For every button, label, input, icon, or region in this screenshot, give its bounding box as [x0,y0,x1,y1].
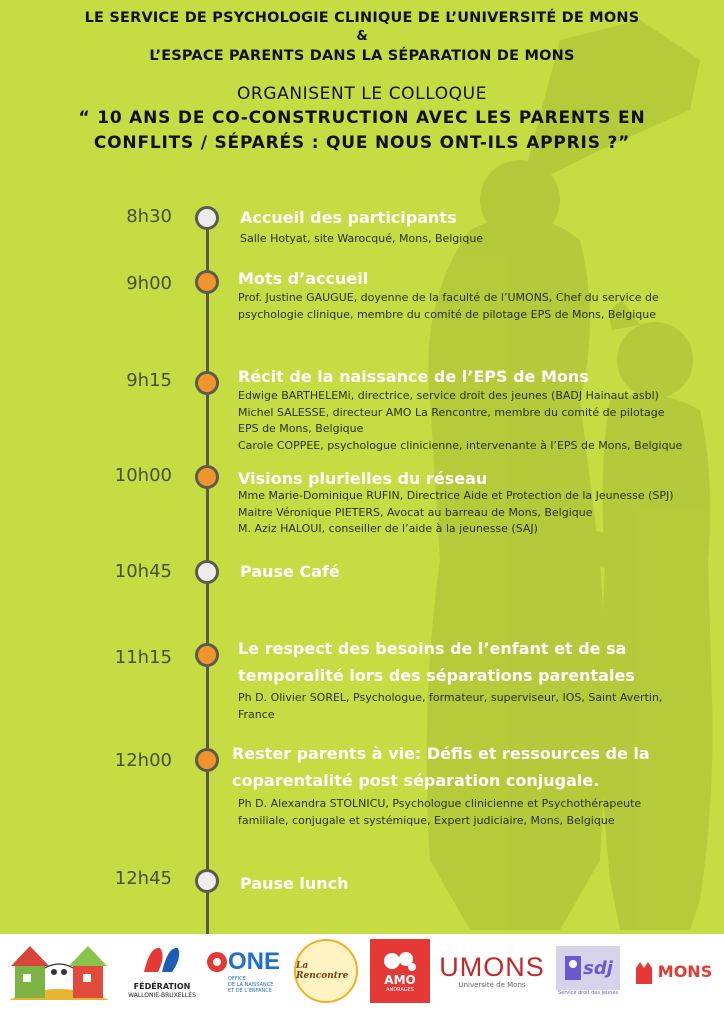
item-title: Le respect des besoins de l’enfant et de sa temporalité lors des séparations parentales [238,639,635,685]
item-title: Récit de la naissance de l’EPS de Mons [238,367,589,386]
item-desc: Edwige BARTHELEMi, directrice, service droit des jeunes (BADJ Hainaut asbl) Michel SALESSE, directeur AMO La Rencontre, membre du comité de pilotage EPS de Mons, Belgique Carole COPPEE, psychologue clinicienne, intervenante à l’EPS de Mons, Belgique [238,389,683,452]
timeline-dot [195,560,219,584]
organizer-2: L’ESPACE PARENTS DANS LA SÉPARATION DE MONS [149,48,575,64]
event-header [0,6,724,156]
fwb-logo: FÉDÉRATION WALLONIE-BRUXELLES [128,934,196,1008]
colloque-title-line-1: “ 10 ANS DE CO-CONSTRUCTION AVEC LES PARENTS EN [78,108,646,128]
item-time: 11h15 [114,647,172,668]
sdj-logo: sdj Service droit des jeunes [552,934,624,1008]
sponsors-footer [0,934,724,1024]
umons-logo: UMONS Université de Mons [439,952,545,989]
item-desc: Mme Marie-Dominique RUFIN, Directrice Aide et Protection de la Jeunesse (SPJ) Maitre Véronique PIETERS, Avocat au barreau de Mons, Belgique M. Aziz HALOUI, conseiller de l’aide à la jeunesse (SAJ) [238,489,674,535]
eps-houses-logo [4,934,114,1008]
organizer-1: LE SERVICE DE PSYCHOLOGIE CLINIQUE DE L’UNIVERSITÉ DE MONS [84,10,640,26]
item-desc: Prof. Justine GAUGUE, doyenne de la faculté de l’UMONS, Chef du service de psychologie clinique, membre du comité de pilotage EPS de Mons, Belgique [238,291,659,321]
la-rencontre-logo: La Rencontre [294,934,358,1008]
one-logo: ONE OFFICE DE LA NAISSANCE ET DE L’ENFANCE [206,934,288,1008]
item-time: 12h45 [114,868,172,889]
item-time: 9h00 [126,273,172,294]
item-desc: Salle Hotyat, site Warocqué, Mons, Belgique [240,232,484,245]
timeline-dot [195,371,219,395]
item-time: 10h45 [114,561,172,582]
item-desc: Ph D. Alexandra STOLNICU, Psychologue clinicienne et Psychothérapeute familiale, conjugale et systémique, Expert judiciaire, Mons, Belgique [238,797,642,827]
item-time: 10h00 [114,465,172,486]
timeline-dot [195,869,219,893]
timeline-dot [195,206,219,230]
item-title: Accueil des participants [240,208,457,227]
timeline-dot [195,748,219,772]
item-desc: Ph D. Olivier SOREL, Psychologue, formateur, superviseur, IOS, Saint Avertin, France [238,691,663,721]
item-title: Visions plurielles du réseau [238,469,488,488]
timeline-dot [195,465,219,489]
item-title: Pause lunch [240,874,349,893]
ville-de-mons-logo: MONS [630,934,716,1008]
amo-logo: AMO ANDRAGES [368,934,432,1008]
item-time: 8h30 [126,206,172,227]
organise-label: ORGANISENT LE COLLOQUE [236,84,488,104]
timeline-dot [195,270,219,294]
item-time: 12h00 [114,750,172,771]
item-time: 9h15 [126,370,172,391]
ampersand: & [356,29,368,44]
item-title: Mots d’accueil [238,269,369,288]
colloque-title-line-2: CONFLITS / SÉPARÉS : QUE NOUS ONT-ILS APPRIS ?” [93,133,631,153]
item-title: Rester parents à vie: Défis et ressources de la coparentalité post séparation conjugale. [232,744,650,790]
item-title: Pause Café [240,562,340,581]
timeline-dot [195,643,219,667]
